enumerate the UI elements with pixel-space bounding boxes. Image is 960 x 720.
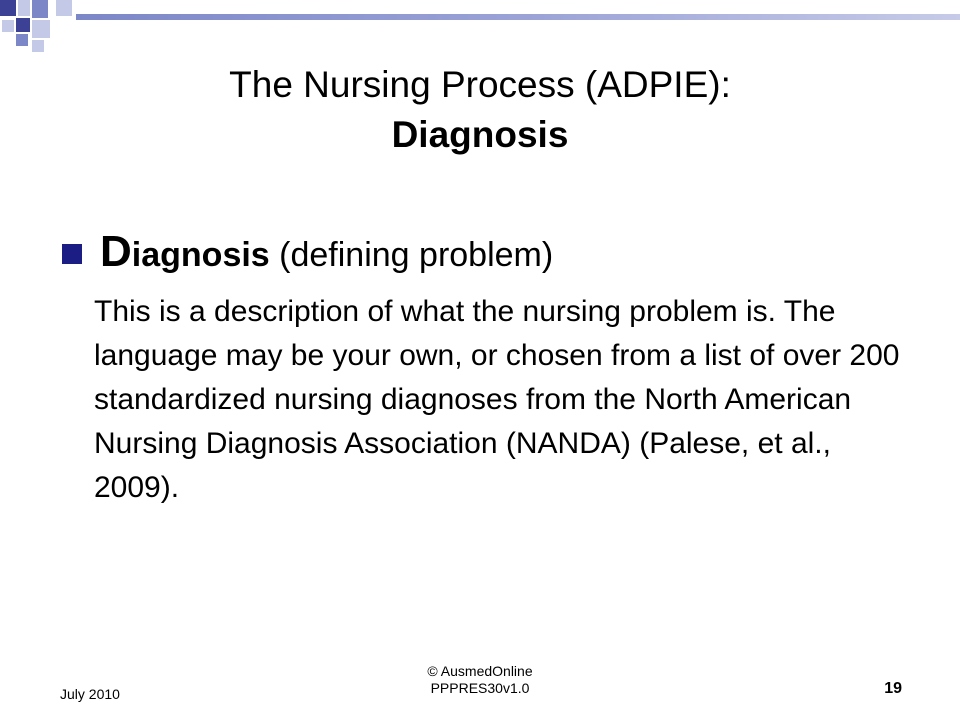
top-accent-bar: [76, 14, 960, 20]
corner-square-decoration: [32, 0, 48, 18]
bullet-body-text: This is a description of what the nursing problem is. The language may be your own, or chosen from a list of over 200 standardized nursing diagnoses from the North American Nursing Diagnosis Association (NANDA) (Palese, et al., 2009).: [94, 295, 900, 504]
page-number: 19: [884, 680, 902, 697]
corner-square-decoration: [56, 0, 72, 16]
slide-title: [90, 60, 870, 160]
footer-date: July 2010: [60, 686, 120, 702]
footer-copyright: © AusmedOnline: [427, 663, 533, 679]
bullet-heading-suffix: (defining problem): [269, 236, 554, 274]
corner-square-decoration: [18, 0, 30, 16]
slide-title-subject: Diagnosis: [391, 114, 569, 155]
bullet-heading-rest: iagnosis: [131, 236, 270, 274]
slide-title-line: The Nursing Process (ADPIE):: [229, 64, 731, 105]
corner-square-decoration: [16, 34, 28, 46]
corner-square-decoration: [32, 40, 44, 52]
corner-square-decoration: [2, 20, 14, 32]
bullet-heading: [100, 220, 553, 287]
footer-code: PPPRES30v1.0: [430, 680, 530, 696]
corner-square-decoration: [0, 0, 16, 16]
square-bullet-icon: [62, 244, 82, 264]
bullet-heading-initial: D: [100, 227, 132, 276]
footer-center: [360, 663, 600, 697]
corner-square-decoration: [32, 20, 50, 38]
corner-square-decoration: [16, 18, 30, 32]
